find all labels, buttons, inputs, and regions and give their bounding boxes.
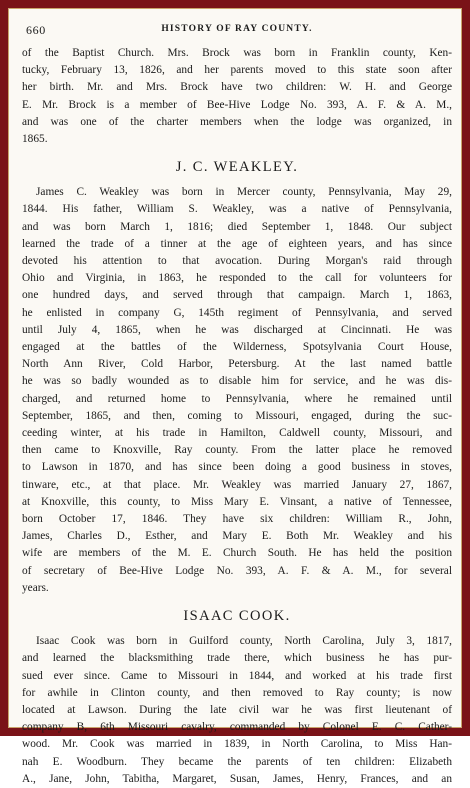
text-line: at Knoxville, this county, to Miss Mary E. Vinsant, a native of Tennessee, <box>22 495 452 508</box>
text-line: engaged at the battles of the Wilderness, Spotsylvania Court House, <box>22 341 452 354</box>
page-number: 660 <box>26 23 46 37</box>
text-line: A., Jane, John, Tabitha, Margaret, Susan, James, Henry, Frances, and an <box>22 772 452 785</box>
text-line: nah E. Woodburn. They became the parents of ten children: Elizabeth <box>22 755 452 768</box>
text-line: learned the trade of a tinner at the age of eighteen years, and has since <box>22 237 452 250</box>
text-line: one hundred days, and served through that campaign. March 1, 1863, <box>22 289 452 302</box>
text-line: and learned the blacksmithing trade there, which business he has pur- <box>22 652 452 665</box>
text-line: North Ann River, Cold Harbor, Petersburg. At the last named battle <box>22 358 452 371</box>
section-heading-weakley: J. C. WEAKLEY. <box>175 159 299 176</box>
text-line: he enlisted in company G, 145th regiment of Pennsylvania, and served <box>22 306 452 319</box>
section-heading-cook: ISAAC COOK. <box>183 608 291 625</box>
text-line: charged, and returned home to Pennsylvania, where he remained until <box>22 392 452 405</box>
text-line: tinware, etc., at that place. Mr. Weakley was married January 27, 1867, <box>22 478 452 491</box>
text-line: until July 4, 1865, when he was discharged at Cincinnati. He was <box>22 323 452 336</box>
text-line: and was born March 1, 1816; died September 1, 1848. Our subject <box>22 220 452 233</box>
intro-paragraph <box>22 45 452 148</box>
text-line: James, Charles D., Esther, and Mary E. Both Mr. Weakley and his <box>22 530 452 543</box>
book-page <box>22 9 452 785</box>
text-line: years. <box>22 581 49 594</box>
text-line: sued ever since. Came to Missouri in 1844, and worked at his trade first <box>22 669 452 682</box>
text-line: then came to Knoxville, Ray county. From the latter place he removed <box>22 444 452 457</box>
text-line: September, 1865, and then, coming to Missouri, engaged, during the suc- <box>22 409 452 422</box>
text-line: of the Baptist Church. Mrs. Brock was born in Franklin county, Ken- <box>22 47 452 59</box>
text-line: her birth. Mr. and Mrs. Brock have two children: W. H. and George <box>22 81 452 94</box>
text-line: James C. Weakley was born in Mercer county, Pennsylvania, May 29, <box>36 186 452 199</box>
text-line: for awhile in Clinton county, and then removed to Ray county; is now <box>22 686 452 699</box>
page-header <box>22 23 452 45</box>
running-head: HISTORY OF RAY COUNTY. <box>161 24 313 34</box>
text-line: devoted his attention to that avocation. During Morgan's raid through <box>22 255 452 268</box>
text-line: to Lawson in 1870, and has since been doing a good business in stoves, <box>22 461 452 474</box>
text-line: he was so badly wounded as to disable him for service, and he was dis- <box>22 375 452 388</box>
text-line: of secretary of Bee-Hive Lodge No. 393, A. F. & A. M., for several <box>22 564 452 577</box>
cook-paragraph <box>22 633 452 788</box>
page-sheet <box>8 8 462 785</box>
text-line: wood. Mr. Cook was married in 1839, in North Carolina, to Miss Han- <box>22 738 452 751</box>
text-line: tucky, February 13, 1826, and her parents moved to this state soon after <box>22 64 452 77</box>
text-line: company B, 6th Missouri cavalry, commanded by Colonel E. C. Cather- <box>22 721 452 734</box>
text-line: 1844. His father, William S. Weakley, was a native of Pennsylvania, <box>22 203 452 216</box>
text-line: E. Mr. Brock is a member of Bee-Hive Lodge No. 393, A. F. & A. M., <box>22 98 452 111</box>
text-line: Isaac Cook was born in Guilford county, North Carolina, July 3, 1817, <box>36 635 452 648</box>
text-line: 1865. <box>22 133 48 146</box>
weakley-paragraph <box>22 184 452 597</box>
text-line: ceeding winter, at his trade in Hamilton, Caldwell county, Missouri, and <box>22 427 452 440</box>
text-line: born October 17, 1846. They have six children: William R., John, <box>22 513 452 526</box>
text-line: Ohio and Virginia, in 1863, he responded to the call for volunteers for <box>22 272 452 285</box>
text-line: wife are members of the M. E. Church South. He has held the position <box>22 547 452 560</box>
text-line: located at Lawson. During the late civil war he was first lieutenant of <box>22 703 452 716</box>
text-line: and was one of the charter members when the lodge was organized, in <box>22 115 452 128</box>
